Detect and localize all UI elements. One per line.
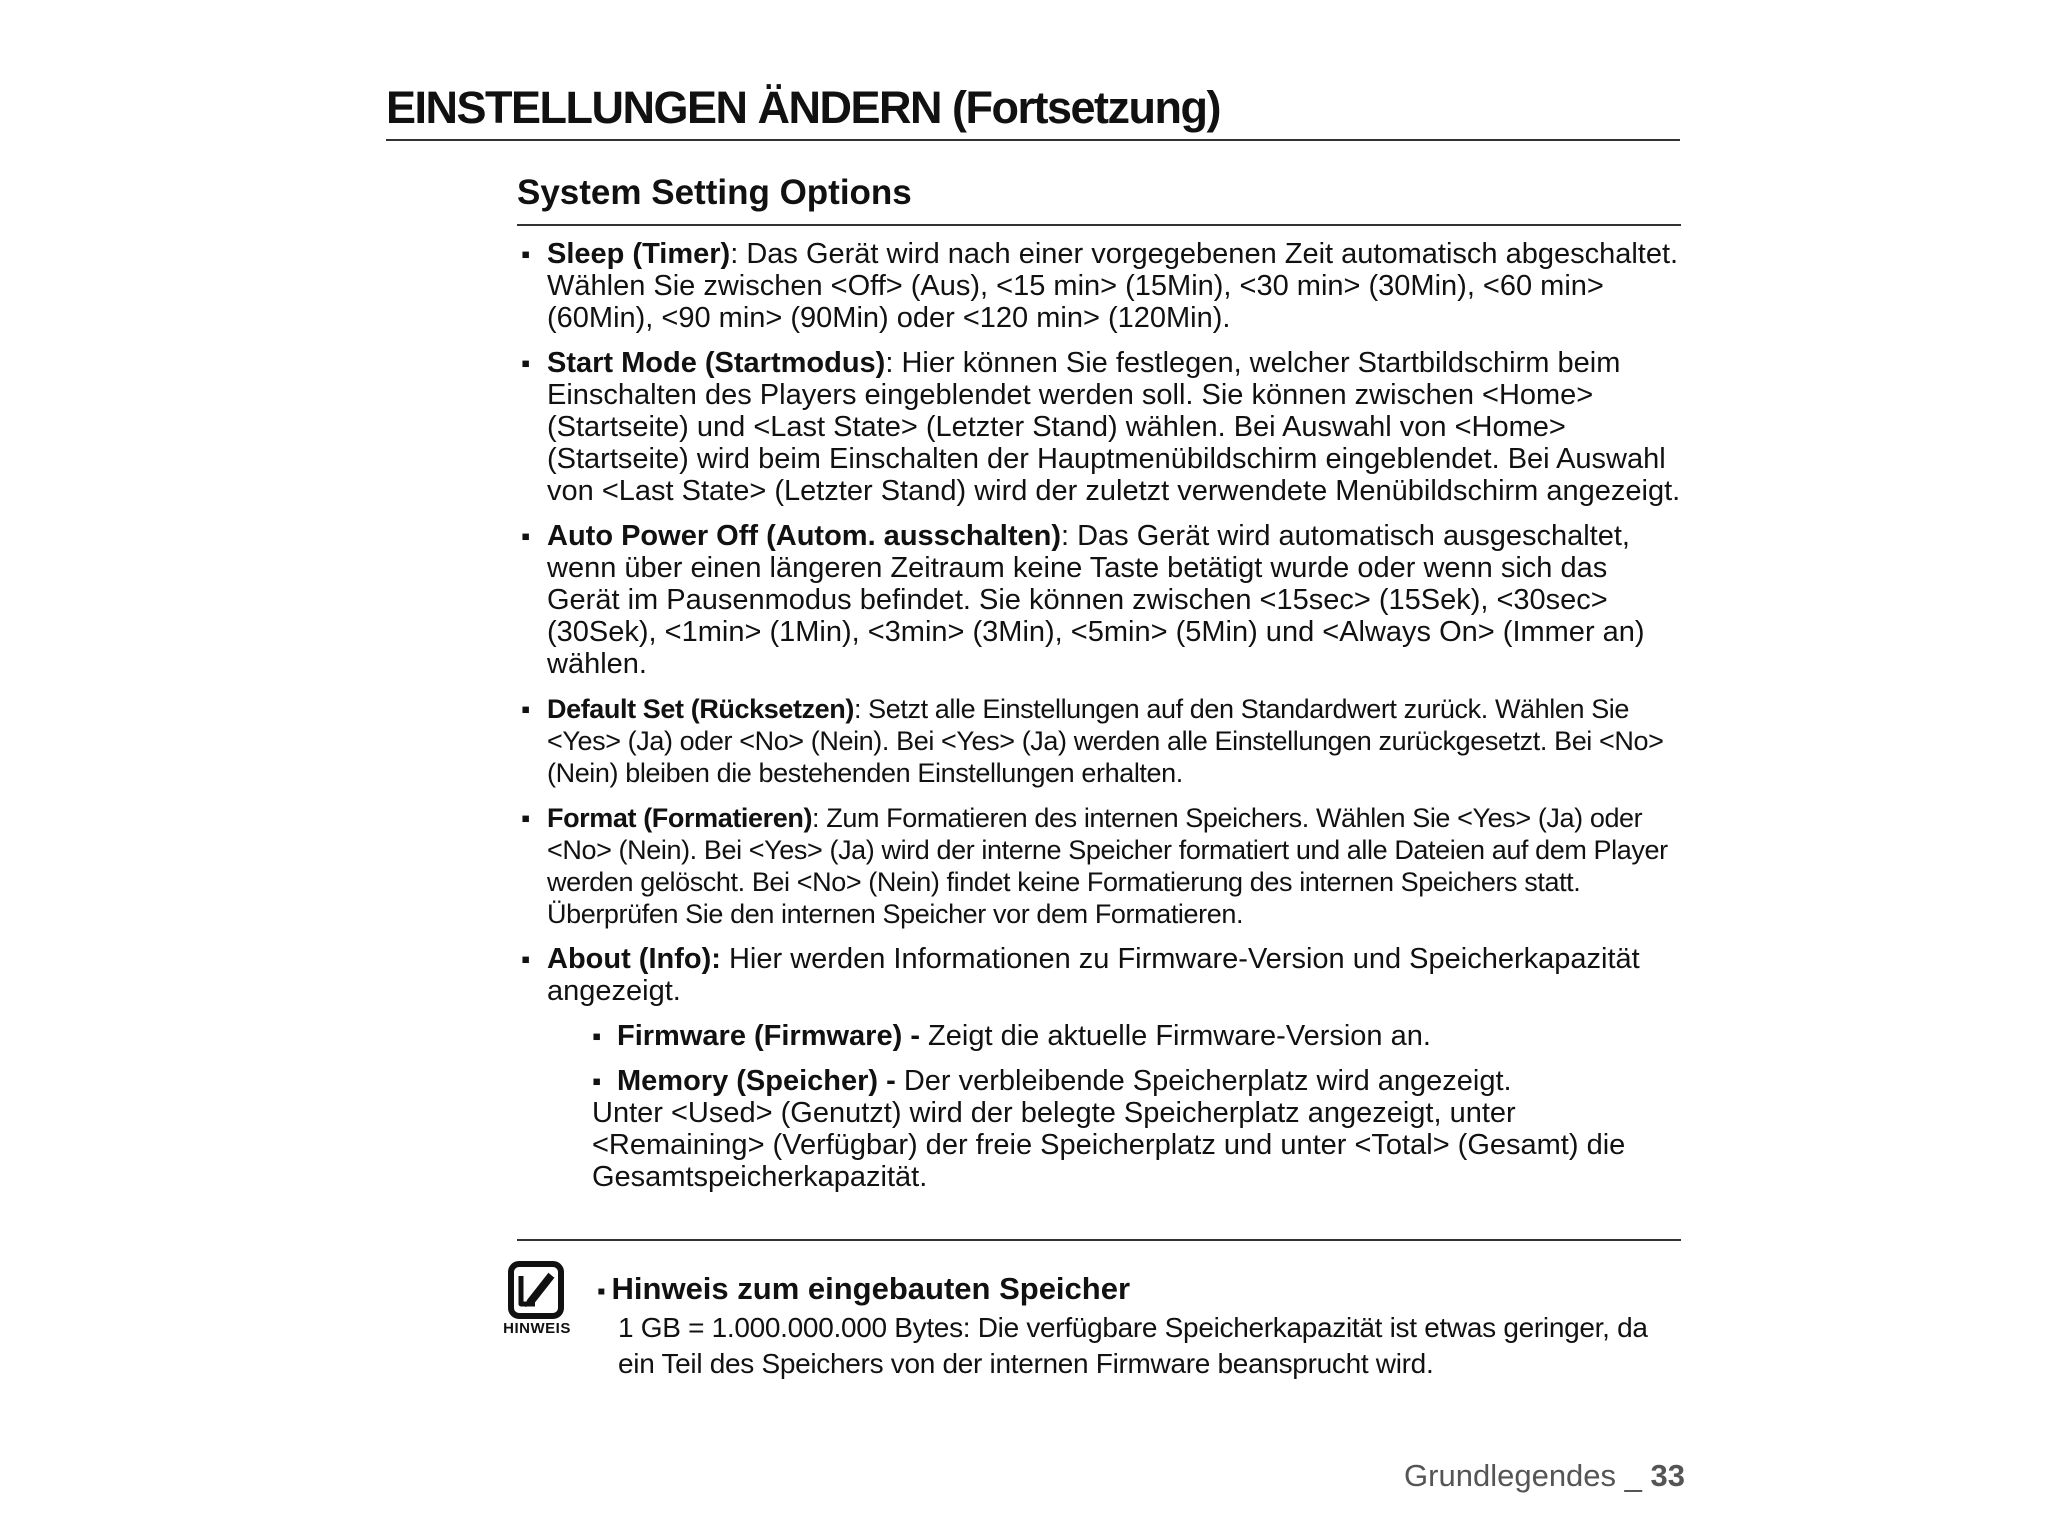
option-separator: : [730,238,747,270]
option-separator: : [885,347,902,379]
bullet-icon: ▪ [592,1066,602,1096]
note-text: 1 GB = 1.000.000.000 Bytes: Die verfügbare Speicherkapazität ist etwas geringer, da ein Teil des Speichers von der internen Firmware beansprucht wird. [618,1312,1648,1379]
bullet-icon: ▪ [521,944,531,974]
bullet-icon: ▪ [521,803,530,833]
option-description: Das Gerät wird automatisch ausgeschaltet, wenn über einen längeren Zeitraum keine Taste betätigt wurde oder wenn sich das Gerät im Pausenmodus befindet. Sie können zwischen <15sec> (15Sek), <30sec> (30Sek), <1min> (1Min), <3min> (3Min), <5min> (5Min) und <Always On> (Immer an) wählen. [547,520,1645,680]
option-separator: : [853,694,869,724]
option-term: Format (Formatieren) [547,803,813,833]
footer-section-label: Grundlegendes _ [1404,1458,1642,1493]
bullet-icon: ▪ [592,1021,602,1051]
option-term: Default Set (Rücksetzen) [547,694,854,724]
suboption-firmware [592,1020,1687,1052]
section-title: System Setting Options [517,173,912,212]
option-separator: : [812,803,827,833]
option-description: Setzt alle Einstellungen auf den Standardwert zurück. Wählen Sie <Yes> (Ja) oder <No> (Nein). Bei <Yes> (Ja) werden alle Einstellungen zurückgesetzt. Bei <No> (Nein) bleiben die bestehenden Einstellungen erhalten. [547,694,1664,788]
page-number: 33 [1650,1458,1685,1493]
bullet-icon: ▪ [521,521,531,551]
option-term: Sleep (Timer) [547,238,731,270]
suboption-description: Zeigt die aktuelle Firmware-Version an. [919,1020,1431,1052]
suboption-description: Der verbleibende Speicherplatz wird angezeigt. [895,1065,1512,1097]
option-auto-power-off [517,520,1687,680]
bullet-icon: ▪ [521,694,530,724]
page-footer [1404,1458,1685,1494]
section-divider [517,224,1681,226]
options-list [517,238,1687,1206]
bullet-icon: ▪ [597,1278,606,1305]
title-divider [386,139,1680,141]
suboption-term: Firmware (Firmware) - [617,1020,920,1052]
option-separator: : [1060,520,1078,552]
option-format [517,802,1687,930]
option-sleep-timer [517,238,1687,334]
option-about [517,943,1687,1007]
note-title-text: Hinweis zum eingebauten Speicher [611,1271,1131,1306]
option-description: Hier können Sie festlegen, welcher Startbildschirm beim Einschalten des Players eingeblendet werden soll. Sie können zwischen <Home> (Startseite) und <Last State> (Letzter Stand) wählen. Bei Auswahl von <Home> (Startseite) wird beim Einschalten der Hauptmenübildschirm eingeblendet. Bei Auswahl von <Last State> (Letzter Stand) wird der zuletzt verwendete Menübildschirm angezeigt. [547,347,1681,507]
option-default-set [517,693,1687,789]
bullet-icon: ▪ [521,348,531,378]
suboption-term: Memory (Speicher) - [617,1065,896,1097]
option-description: Zum Formatieren des internen Speichers. Wählen Sie <Yes> (Ja) oder <No> (Nein). Bei <Yes> (Ja) wird der interne Speicher formatiert und alle Dateien auf dem Player werden gelöscht. Bei <No> (Nein) findet keine Formatierung des internen Speichers statt. Überprüfen Sie den internen Speicher vor dem Formatieren. [547,803,1668,929]
bullet-icon: ▪ [521,239,531,269]
page-title: EINSTELLUNGEN ÄNDERN (Fortsetzung) [386,82,1220,133]
suboption-memory [592,1065,1687,1193]
option-start-mode [517,347,1687,507]
note-title [597,1270,1130,1311]
option-description: Hier werden Informationen zu Firmware-Version und Speicherkapazität angezeigt. [547,943,1640,1007]
option-description: Das Gerät wird nach einer vorgegebenen Zeit automatisch abgeschaltet. Wählen Sie zwischen <Off> (Aus), <15 min> (15Min), <30 min> (30Min), <60 min> (60Min), <90 min> (90Min) oder <120 min> (120Min). [547,238,1679,334]
option-term: Start Mode (Startmodus) [547,347,886,379]
note-divider [517,1239,1681,1241]
option-term: About (Info): [547,943,721,975]
option-term: Auto Power Off (Autom. ausschalten) [547,520,1061,552]
suboption-continuation: Unter <Used> (Genutzt) wird der belegte Speicherplatz angezeigt, unter <Remaining> (Verfügbar) der freie Speicherplatz und unter <Total> (Gesamt) die Gesamtspeicherkapazität. [592,1097,1626,1193]
note-icon-label: HINWEIS [503,1320,571,1337]
option-separator [721,943,729,975]
